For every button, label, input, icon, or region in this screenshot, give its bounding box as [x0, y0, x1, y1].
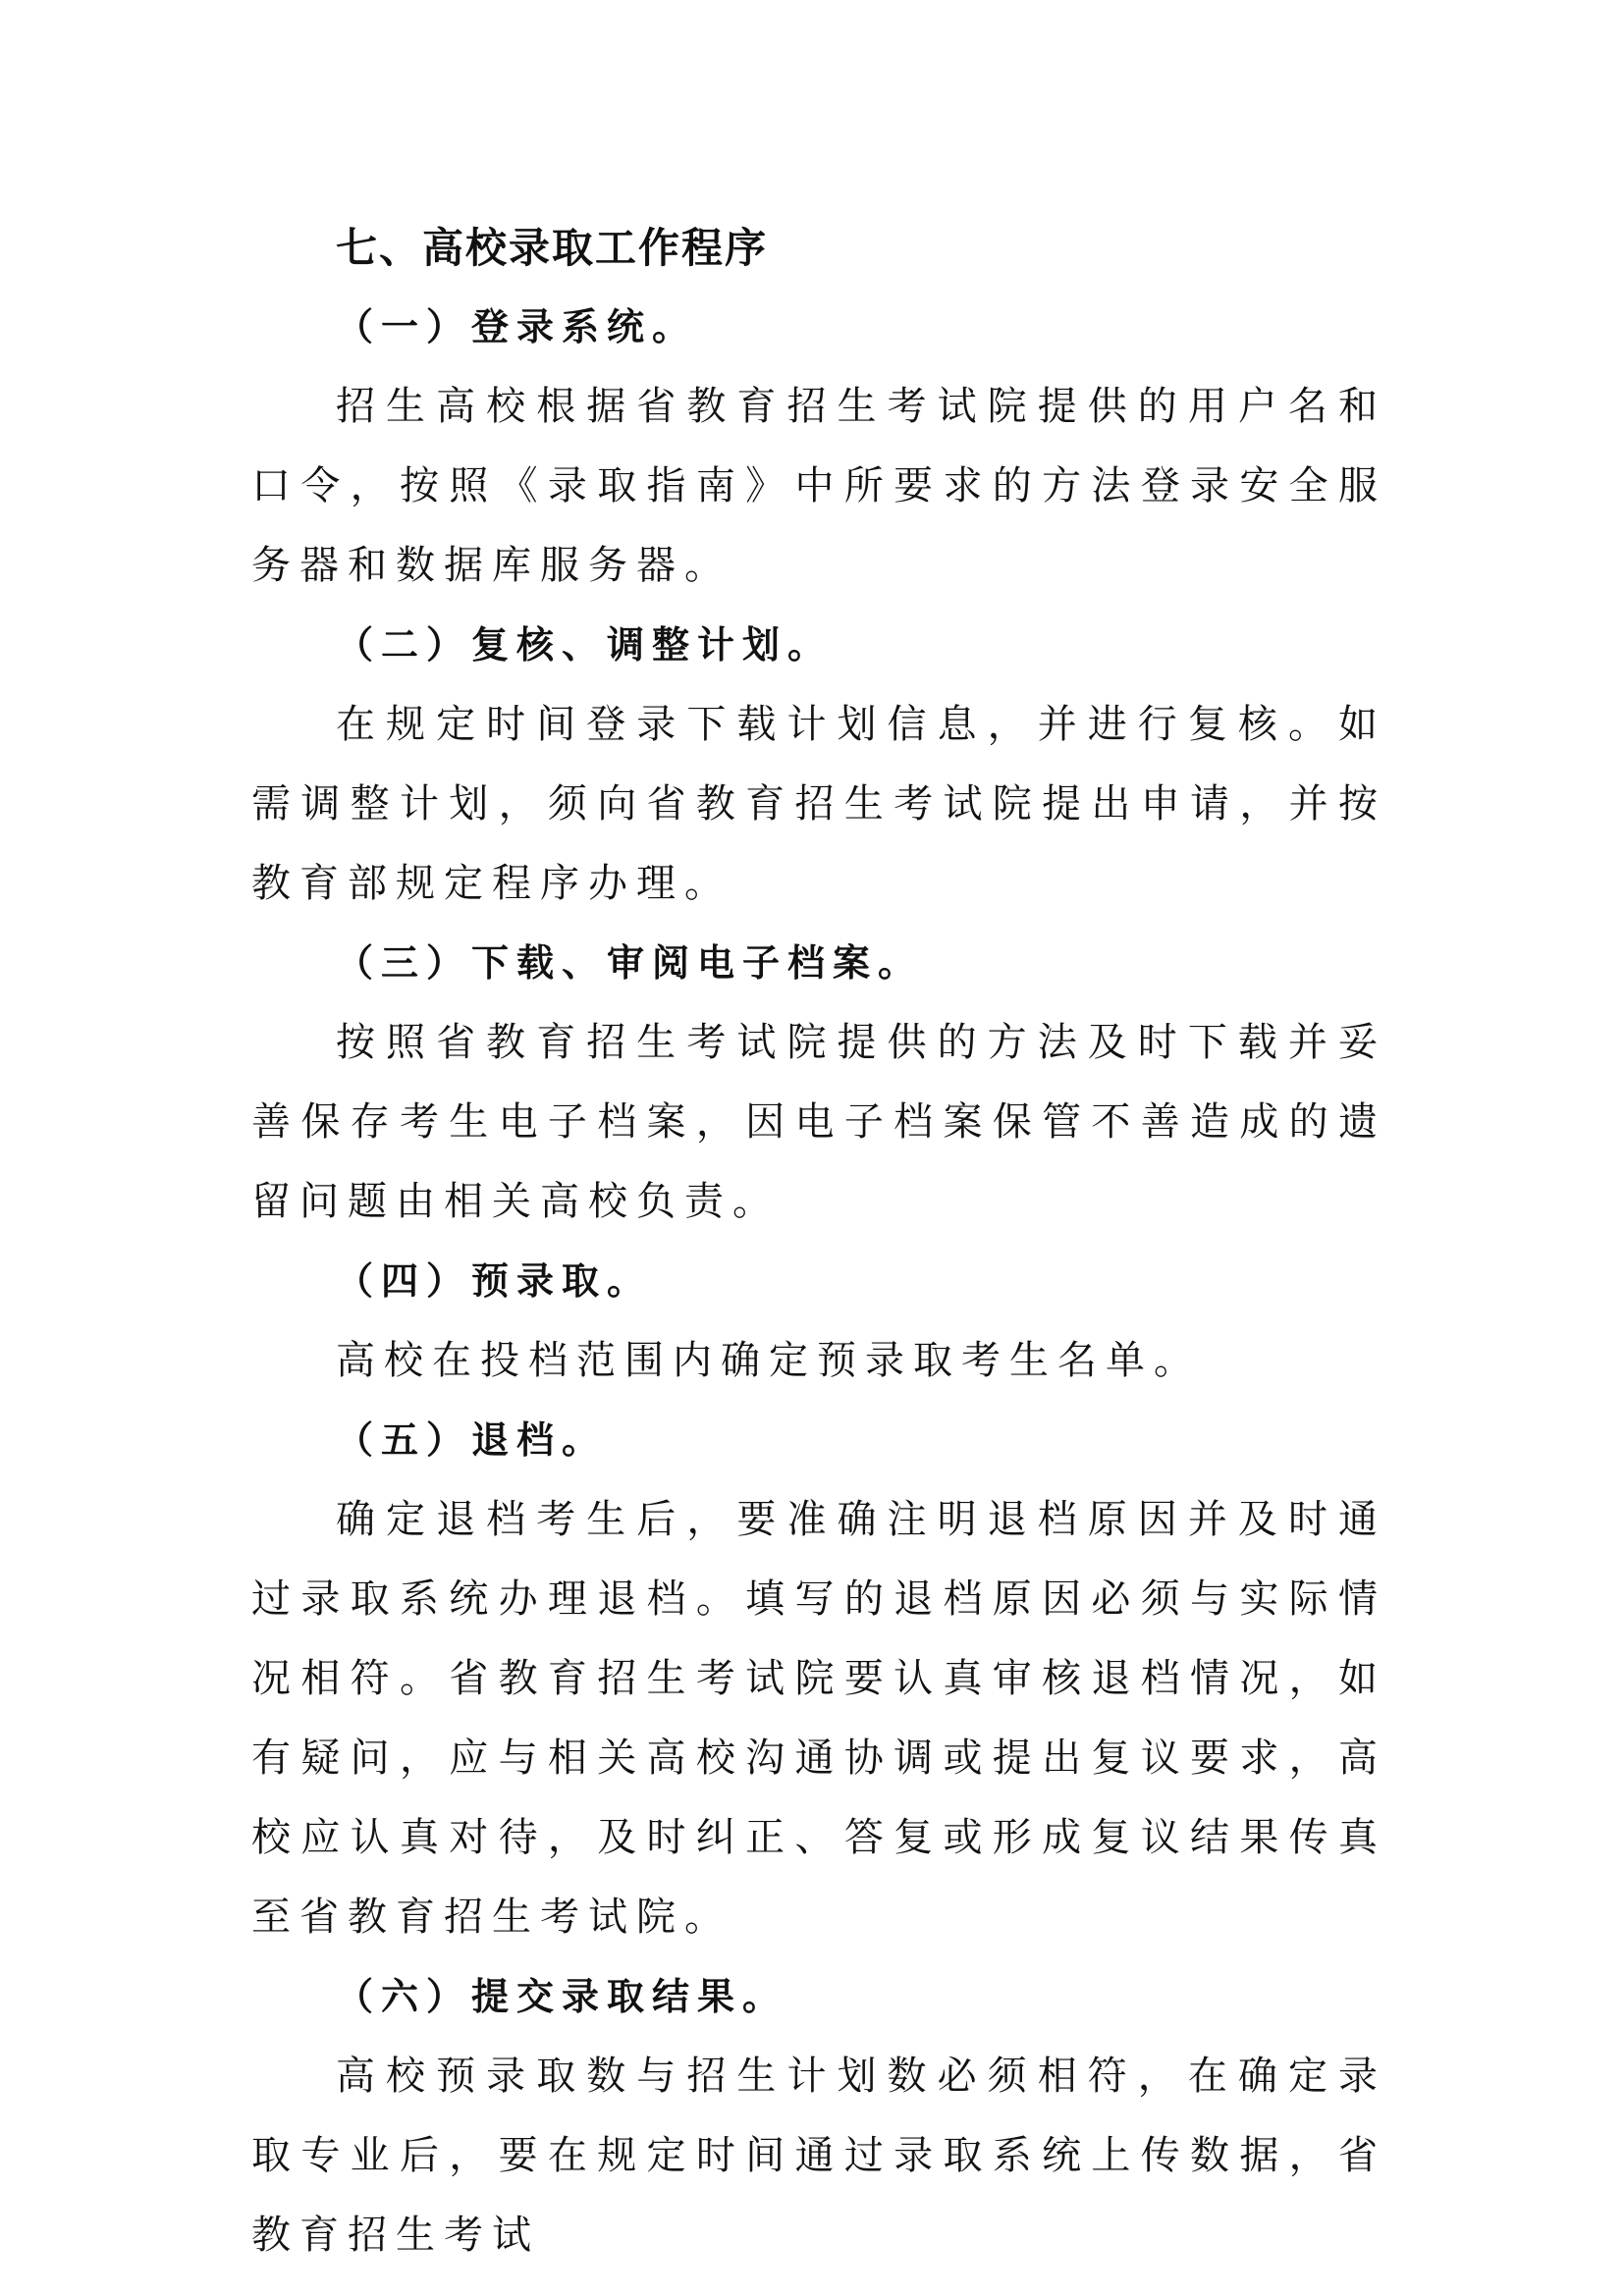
paragraph-login-system: 招生高校根据省教育招生考试院提供的用户名和口令，按照《录取指南》中所要求的方法登录安全服务器和数据库服务器。	[251, 384, 1386, 588]
section-title: 七、高校录取工作程序	[336, 224, 769, 272]
subheading-file-return: （五）退档。	[336, 1418, 608, 1462]
paragraph-file-return: 确定退档考生后，要准确注明退档原因并及时通过录取系统办理退档。填写的退档原因必须与实际情况相符。省教育招生考试院要认真审核退档情况，如有疑问，应与相关高校沟通协调或提出复议要求，高校应认真对待，及时纠正、答复或形成复议结果传真至省教育招生考试院。	[251, 1497, 1386, 1940]
paragraph-download-archives: 按照省教育招生考试院提供的方法及时下载并妥善保存考生电子档案，因电子档案保管不善造成的遗留问题由相关高校负责。	[251, 1020, 1386, 1224]
subheading-login-system: （一）登录系统。	[336, 305, 698, 348]
paragraph-submit-results: 高校预录取数与招生计划数必须相符，在确定录取专业后，要在规定时间通过录取系统上传数据，省教育招生考试	[251, 2054, 1386, 2258]
paragraph-pre-admission: 高校在投档范围内确定预录取考生名单。	[336, 1338, 1202, 1383]
subheading-submit-results: （六）提交录取结果。	[336, 1975, 788, 2018]
paragraph-review-plan: 在规定时间登录下载计划信息，并进行复核。如需调整计划，须向省教育招生考试院提出申请，并按教育部规定程序办理。	[251, 702, 1386, 906]
subheading-download-archives: （三）下载、审阅电子档案。	[336, 941, 924, 985]
subheading-review-plan: （二）复核、调整计划。	[336, 623, 834, 667]
document-body	[251, 208, 1386, 2275]
subheading-pre-admission: （四）预录取。	[336, 1259, 653, 1303]
